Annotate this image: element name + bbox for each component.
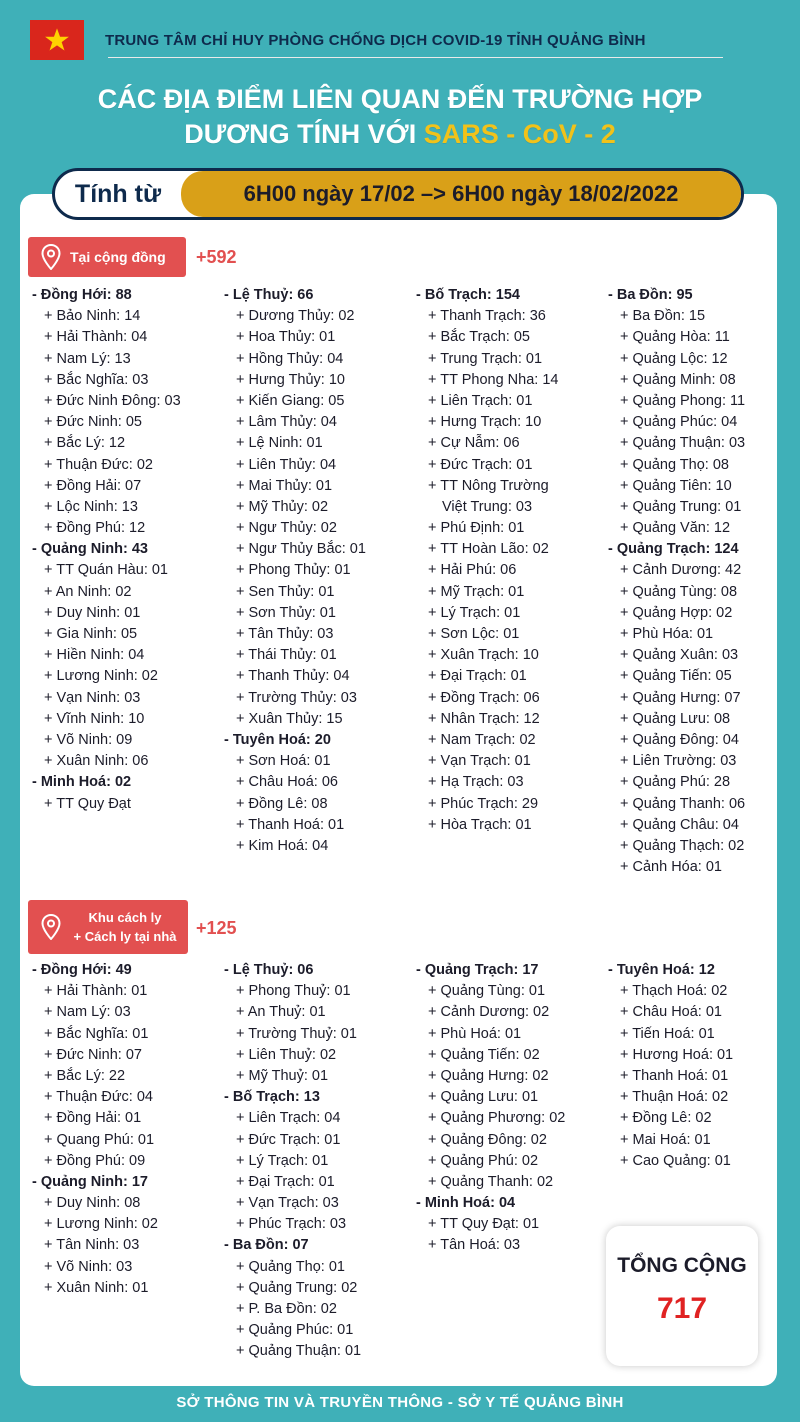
district-heading: - Ba Đồn: 95	[608, 287, 693, 303]
list-item: + Hoa Thủy: 01	[236, 329, 336, 346]
list-item: + Quảng Tùng: 08	[620, 583, 738, 600]
list-item: + TT Quy Đạt	[44, 795, 131, 812]
district-heading: - Quảng Trạch: 124	[608, 541, 739, 558]
list-item: + Thanh Thủy: 04	[236, 668, 350, 685]
list-item: + Sơn Lộc: 01	[428, 626, 520, 642]
list-item: + Đồng Lê: 08	[236, 795, 328, 812]
list-item: + Võ Ninh: 09	[44, 731, 133, 748]
list-item: + Hưng Thủy: 10	[236, 371, 345, 388]
list-item: + TT Quán Hàu: 01	[44, 562, 169, 579]
vietnam-flag-icon	[30, 20, 84, 60]
district-heading: - Quảng Trạch: 17	[416, 962, 539, 978]
list-item: + Cự Nẫm: 06	[428, 435, 520, 452]
quarantine-tag-line-2-text: Cách ly tại nhà	[84, 929, 177, 944]
list-item: + Đồng Phú: 09	[44, 1152, 146, 1169]
list-item: + Nam Lý: 03	[44, 1004, 131, 1021]
list-item: + Lương Ninh: 02	[44, 1216, 158, 1233]
list-item: + Đồng Hải: 07	[44, 477, 142, 494]
list-item: + Phù Hóa: 01	[620, 626, 714, 642]
list-item: + Hải Thành: 04	[44, 329, 148, 346]
list-item: + Ngư Thủy: 02	[236, 520, 337, 537]
list-item: + Sen Thủy: 01	[236, 583, 335, 600]
district-heading: - Minh Hoá: 04	[416, 1195, 516, 1212]
quarantine-tag-line-1: Khu cách ly	[88, 910, 162, 925]
list-item: + Đức Ninh: 07	[44, 1046, 142, 1063]
list-item: + Sơn Thủy: 01	[236, 604, 336, 621]
list-item: + Vạn Trạch: 01	[428, 753, 531, 770]
list-item: + Phúc Trạch: 03	[236, 1216, 347, 1233]
list-item: + Đại Trạch: 01	[236, 1173, 335, 1190]
list-item: + Bắc Nghĩa: 01	[44, 1025, 149, 1042]
community-column-1	[32, 285, 222, 815]
list-item: + Hải Phú: 06	[428, 562, 517, 579]
list-item: + Bắc Trạch: 05	[428, 329, 530, 346]
community-column-4	[608, 285, 798, 878]
list-item: + Phong Thuỷ: 01	[236, 983, 351, 1000]
list-item: + Hương Hoá: 01	[620, 1046, 734, 1063]
list-item: + Mỹ Thủy: 02	[236, 498, 329, 515]
list-item: + Quảng Lộc: 12	[620, 350, 728, 367]
list-item: + Thanh Hoá: 01	[620, 1067, 729, 1084]
list-item: + Quảng Phú: 28	[620, 774, 731, 791]
community-count: +592	[196, 247, 237, 267]
list-item: + Mai Thủy: 01	[236, 477, 333, 494]
list-item: + Liên Thuỷ: 02	[236, 1046, 337, 1063]
list-item: + Sơn Hoá: 01	[236, 753, 331, 770]
list-item: + Thanh Trạch: 36	[428, 308, 546, 325]
list-item: + Cảnh Dương: 02	[428, 1004, 550, 1021]
list-item: + Quang Phú: 01	[44, 1131, 155, 1148]
list-item: + Liên Thủy: 04	[236, 456, 337, 473]
list-item: + Gia Ninh: 05	[44, 626, 138, 642]
district-heading: - Ba Đồn: 07	[224, 1237, 309, 1254]
district-heading: - Tuyên Hoá: 20	[224, 731, 331, 748]
period-banner	[52, 168, 744, 220]
list-item: + Thuận Đức: 04	[44, 1089, 153, 1106]
list-item: + Quảng Phương: 02	[428, 1110, 566, 1127]
list-item: + Quảng Phúc: 01	[236, 1322, 354, 1339]
list-item: + Quảng Hưng: 02	[428, 1067, 549, 1084]
list-item: + Quảng Tiến: 05	[620, 668, 732, 685]
list-item: + Đức Ninh: 05	[44, 414, 142, 431]
list-item: + Duy Ninh: 01	[44, 604, 141, 621]
list-item: + Quảng Thuận: 03	[620, 435, 746, 452]
list-item: + Liên Trạch: 01	[428, 392, 533, 409]
headline-highlight: SARS - CoV - 2	[423, 119, 616, 149]
location-pin-icon	[36, 244, 66, 270]
list-item: + Quảng Tùng: 01	[428, 983, 546, 1000]
organization-name: TRUNG TÂM CHỈ HUY PHÒNG CHỐNG DỊCH COVID-19 TỈNH QUẢNG BÌNH	[105, 32, 646, 49]
headline-prefix: DƯƠNG TÍNH VỚI	[184, 119, 424, 149]
district-heading: - Quảng Ninh: 17	[32, 1173, 148, 1190]
period-label: Tính từ	[74, 179, 162, 208]
list-item: + Quảng Tiến: 02	[428, 1046, 540, 1063]
list-item: + Kim Hoá: 04	[236, 837, 329, 854]
total-value: 717	[656, 1292, 708, 1325]
list-item: + TT Hoàn Lão: 02	[428, 541, 549, 558]
list-item: + Trung Trạch: 01	[428, 350, 543, 367]
list-item: + Bắc Lý: 22	[44, 1067, 126, 1084]
list-item: + Nhân Trạch: 12	[428, 710, 540, 727]
list-item: + Cao Quảng: 01	[620, 1152, 731, 1169]
list-item: + Cảnh Dương: 42	[620, 562, 742, 579]
list-item: + Tân Thủy: 03	[236, 626, 334, 642]
list-item: + Vạn Ninh: 03	[44, 689, 141, 706]
list-item: + P. Ba Đồn: 02	[236, 1301, 337, 1317]
list-item: + Trường Thuỷ: 01	[236, 1025, 357, 1042]
district-heading: - Minh Hoá: 02	[32, 774, 132, 791]
list-item: + TT Phong Nha: 14	[428, 371, 559, 388]
list-item: + Phúc Trạch: 29	[428, 795, 539, 812]
quarantine-column-1	[32, 960, 222, 1299]
list-item: + Châu Hoá: 01	[620, 1004, 722, 1021]
list-item: + Lý Trạch: 01	[236, 1152, 329, 1169]
list-item: + Dương Thủy: 02	[236, 308, 355, 325]
community-column-3	[416, 285, 606, 836]
star-icon	[43, 26, 71, 54]
list-item: + Vĩnh Ninh: 10	[44, 710, 145, 727]
quarantine-tag-label	[66, 908, 188, 946]
community-column-2	[224, 285, 414, 857]
list-item: + Bắc Nghĩa: 03	[44, 371, 149, 388]
list-item: + Tiến Hoá: 01	[620, 1025, 715, 1042]
list-item: + TT Quy Đạt: 01	[428, 1216, 540, 1233]
district-heading: - Tuyên Hoá: 12	[608, 962, 715, 978]
list-item: + Quảng Phú: 02	[428, 1152, 539, 1169]
list-item: + Quảng Thuận: 01	[236, 1343, 362, 1360]
list-item: + Tân Hoá: 03	[428, 1237, 521, 1254]
list-item: + Quảng Phong: 11	[620, 392, 746, 409]
list-item: + Xuân Ninh: 01	[44, 1279, 149, 1296]
list-item: + Kiến Giang: 05	[236, 392, 345, 409]
list-item: + Nam Trạch: 02	[428, 731, 536, 748]
list-item: + Đức Trạch: 01	[428, 456, 533, 473]
list-item: + Quảng Hợp: 02	[620, 604, 733, 621]
list-item: + Quảng Thọ: 01	[236, 1258, 345, 1275]
list-item: + Hưng Trạch: 10	[428, 414, 542, 431]
list-item: + Quảng Lưu: 08	[620, 710, 731, 727]
list-item: + Đồng Lê: 02	[620, 1110, 712, 1127]
list-item: + Tân Ninh: 03	[44, 1237, 140, 1254]
list-item: + Hiền Ninh: 04	[44, 647, 145, 664]
list-item: + Thanh Hoá: 01	[236, 816, 345, 833]
list-item: + Bắc Lý: 12	[44, 435, 126, 452]
list-item: + Quảng Châu: 04	[620, 816, 739, 833]
community-tag-label: Tại cộng đồng	[70, 249, 166, 265]
list-item: + Mỹ Trạch: 01	[428, 583, 525, 600]
divider	[108, 57, 723, 58]
list-item: + Lương Ninh: 02	[44, 668, 158, 685]
list-item: + Lâm Thủy: 04	[236, 414, 337, 431]
list-item: + TT Nông Trường	[428, 477, 549, 494]
list-item: + Ba Đồn: 15	[620, 308, 706, 325]
list-item: + Hải Thành: 01	[44, 983, 148, 1000]
district-heading: - Bố Trạch: 154	[416, 287, 520, 303]
community-tag	[28, 237, 186, 277]
list-item: + Xuân Ninh: 06	[44, 753, 149, 770]
list-item: + Quảng Hòa: 11	[620, 329, 730, 346]
list-item: + Quảng Tiên: 10	[620, 477, 732, 494]
list-item: + Xuân Trạch: 10	[428, 647, 539, 664]
list-item: + Phú Định: 01	[428, 520, 525, 537]
list-item: + Võ Ninh: 03	[44, 1258, 133, 1275]
list-item: + Hòa Trạch: 01	[428, 816, 532, 833]
list-item: + Quảng Thanh: 06	[620, 795, 746, 812]
list-item: + Lộc Ninh: 13	[44, 498, 138, 515]
district-heading: - Lệ Thuỷ: 06	[224, 962, 314, 978]
list-item: + Thái Thủy: 01	[236, 647, 337, 664]
quarantine-column-4	[608, 960, 798, 1172]
district-heading: - Quảng Ninh: 43	[32, 541, 148, 558]
list-item: + Hạ Trạch: 03	[428, 774, 524, 791]
list-item: + Xuân Thủy: 15	[236, 710, 343, 727]
list-item: + Quảng Trung: 01	[620, 498, 742, 515]
quarantine-tag-plus: +	[73, 929, 82, 944]
headline-line-2	[0, 119, 800, 150]
list-item: + Trường Thủy: 03	[236, 689, 357, 706]
list-item: + Quảng Thạch: 02	[620, 837, 745, 854]
list-item: + Quảng Phúc: 04	[620, 414, 738, 431]
quarantine-tag	[28, 900, 188, 954]
total-box	[606, 1226, 758, 1366]
district-heading: - Bố Trạch: 13	[224, 1089, 320, 1106]
list-item: + Lệ Ninh: 01	[236, 435, 323, 452]
list-item: + Đức Ninh Đông: 03	[44, 392, 181, 409]
total-label: TỔNG CỘNG	[617, 1254, 747, 1277]
list-item: + Cảnh Hóa: 01	[620, 859, 722, 876]
list-item: + Quảng Minh: 08	[620, 371, 736, 388]
quarantine-count: +125	[196, 918, 237, 938]
list-item: + Thuận Đức: 02	[44, 456, 153, 473]
list-item: + An Ninh: 02	[44, 583, 132, 600]
list-item: + Hồng Thủy: 04	[236, 350, 344, 367]
headline-line-1: CÁC ĐỊA ĐIỂM LIÊN QUAN ĐẾN TRƯỜNG HỢP	[97, 84, 703, 114]
footer: SỞ THÔNG TIN VÀ TRUYỀN THÔNG - SỞ Y TẾ QUẢNG BÌNH	[176, 1394, 624, 1411]
district-heading: - Đồng Hới: 88	[32, 287, 132, 303]
list-item: + Mai Hoá: 01	[620, 1131, 711, 1148]
quarantine-column-2	[224, 960, 414, 1363]
list-item: + Châu Hoá: 06	[236, 774, 338, 791]
list-item: + Phù Hoá: 01	[428, 1025, 522, 1042]
district-heading: - Đồng Hới: 49	[32, 962, 132, 978]
list-item: + Liên Trạch: 04	[236, 1110, 341, 1127]
location-pin-icon	[36, 914, 66, 940]
list-item: + Đại Trạch: 01	[428, 668, 527, 685]
list-item: + An Thuỷ: 01	[236, 1004, 326, 1021]
list-item: + Quảng Văn: 12	[620, 520, 731, 537]
list-item: + Quảng Đông: 04	[620, 731, 739, 748]
list-item: + Quảng Lưu: 01	[428, 1089, 539, 1106]
quarantine-tag-line-2	[74, 929, 177, 944]
list-item: + Quảng Thanh: 02	[428, 1173, 554, 1190]
list-item: + Quảng Trung: 02	[236, 1279, 358, 1296]
list-item: + Lý Trạch: 01	[428, 604, 521, 621]
list-item: + Duy Ninh: 08	[44, 1195, 141, 1212]
list-item: + Đồng Hải: 01	[44, 1110, 142, 1127]
list-item: + Vạn Trạch: 03	[236, 1195, 339, 1212]
list-item: + Nam Lý: 13	[44, 350, 131, 367]
list-item: Việt Trung: 03	[442, 498, 533, 515]
period-value: 6H00 ngày 17/02 –> 6H00 ngày 18/02/2022	[181, 171, 741, 217]
list-item: + Bảo Ninh: 14	[44, 308, 141, 325]
list-item: + Quảng Đông: 02	[428, 1131, 547, 1148]
list-item: + Phong Thủy: 01	[236, 562, 351, 579]
list-item: + Đồng Trạch: 06	[428, 689, 540, 706]
list-item: + Thuận Hoá: 02	[620, 1089, 729, 1106]
list-item: + Ngư Thủy Bắc: 01	[236, 541, 366, 558]
list-item: + Đức Trạch: 01	[236, 1131, 341, 1148]
list-item: + Đồng Phú: 12	[44, 520, 146, 537]
list-item: + Quảng Xuân: 03	[620, 647, 739, 664]
list-item: + Quảng Thọ: 08	[620, 456, 729, 473]
list-item: + Thạch Hoá: 02	[620, 983, 728, 1000]
list-item: + Liên Trường: 03	[620, 753, 737, 770]
district-heading: - Lệ Thuỷ: 66	[224, 287, 314, 303]
list-item: + Quảng Hưng: 07	[620, 689, 741, 706]
list-item: + Mỹ Thuỷ: 01	[236, 1067, 329, 1084]
quarantine-column-3	[416, 960, 606, 1257]
